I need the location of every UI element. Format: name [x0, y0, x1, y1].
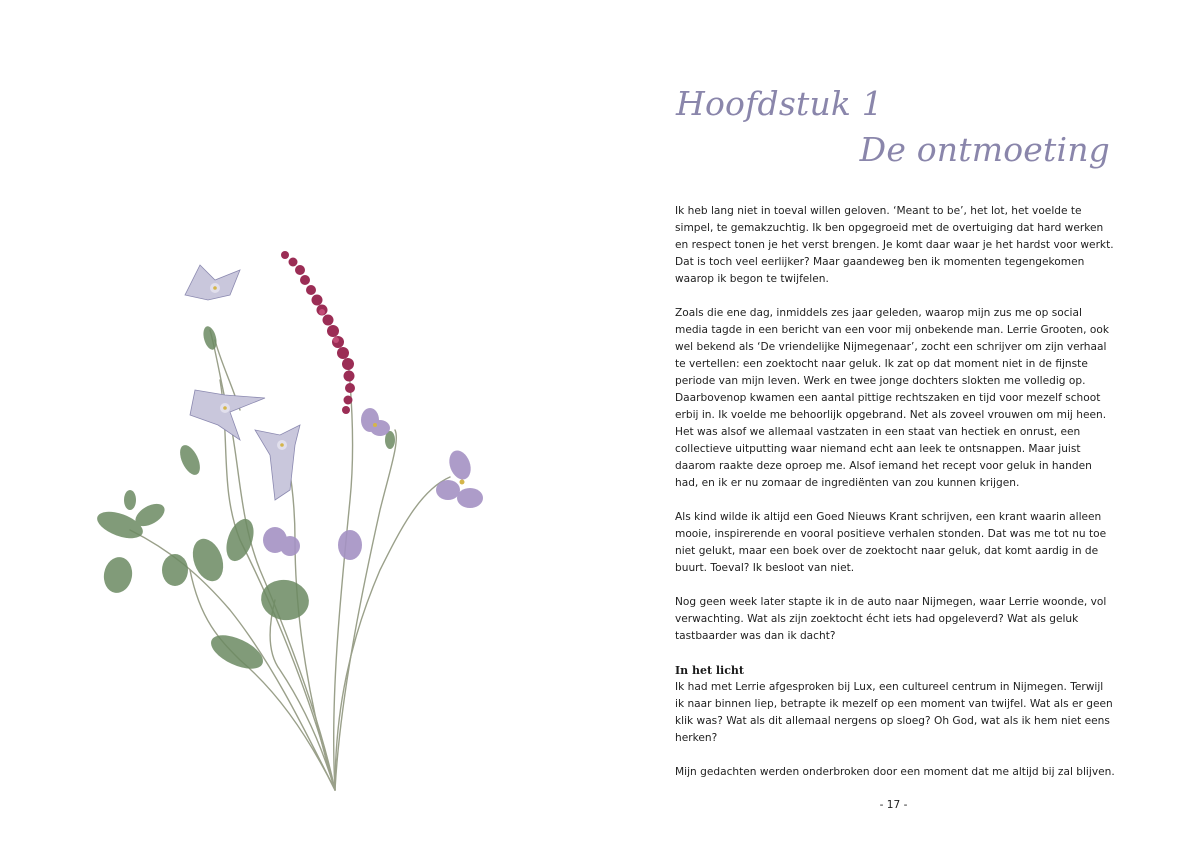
watercolor-wildflower-bouquet-icon: [90, 240, 510, 800]
chapter-title: De ontmoeting: [859, 130, 1110, 169]
page-number: - 17 -: [879, 799, 908, 811]
section-paragraph-2: Mijn gedachten werden onderbroken door een moment dat me altijd bij zal blijven.: [675, 766, 1115, 778]
paragraph-2: Zoals die ene dag, inmiddels zes jaar geleden, waarop mijn zus me op social media tagde in een bericht van een voor mij onbekende man. Lerrie Grooten, ook wel bekend als ‘De vriendelijke Nijmegenaar’, zocht een schrijver om zijn verhaal te vertellen: een zoektocht naar geluk. Ik zat op dat moment niet in de fijnste periode van mijn leven. Werk en twee jonge dochters slokten me volledig op. Daarbovenop kwamen een aantal pittige rechtszaken en tijd voor mezelf schoot erbij in. Ik voelde me behoorlijk opgebrand. Net als zoveel vrouwen om mij heen. Het was alsof we allemaal vastzaten in een staat van hectiek en onrust, een collectieve uitputting waar niemand echt aan leek te ontsnappen. Maar juist daarom raakte deze oproep me. Alsof iemand het recept voor geluk in handen had, en ik er nu zomaar de ingrediënten van zou kunnen krijgen.: [675, 307, 1109, 489]
right-page: [596, 0, 1191, 842]
chapter-number: Hoofdstuk 1: [676, 84, 883, 123]
section-heading: In het licht: [675, 664, 745, 677]
paragraph-3: Als kind wilde ik altijd een Goed Nieuws Krant schrijven, een krant waarin alleen mooie, inspirerende en vooral positieve verhalen stonden. Dat was me tot nu toe niet gelukt, maar een boek over de zoektocht naar geluk, dat komt aardig in de buurt. Toeval? Ik besloot van niet.: [675, 511, 1107, 574]
paragraph-4: Nog geen week later stapte ik in de auto naar Nijmegen, waar Lerrie woonde, vol verwachting. Wat als zijn zoektocht écht iets had opgeleverd? Wat als geluk tastbaarder was dan ik dacht?: [675, 596, 1107, 642]
section-paragraph-1: Ik had met Lerrie afgesproken bij Lux, een cultureel centrum in Nijmegen. Terwijl ik naar binnen liep, betrapte ik mezelf op een moment van twijfel. Wat als er geen klik was? Wat als dit allemaal nergens op sloeg? Oh God, wat als ik hem niet eens herken?: [675, 681, 1113, 744]
left-page: [0, 0, 595, 842]
paragraph-1: Ik heb lang niet in toeval willen geloven. ‘Meant to be’, het lot, het voelde te simpel, te gemakzuchtig. Ik ben opgegroeid met de overtuiging dat hard werken en respect tonen je het verst brengen. Je komt daar waar je het hardst voor werkt. Dat is toch veel eerlijker? Maar gaandeweg ben ik momenten tegengekomen waarop ik begon te twijfelen.: [675, 205, 1114, 285]
chapter-body: [675, 203, 1115, 781]
